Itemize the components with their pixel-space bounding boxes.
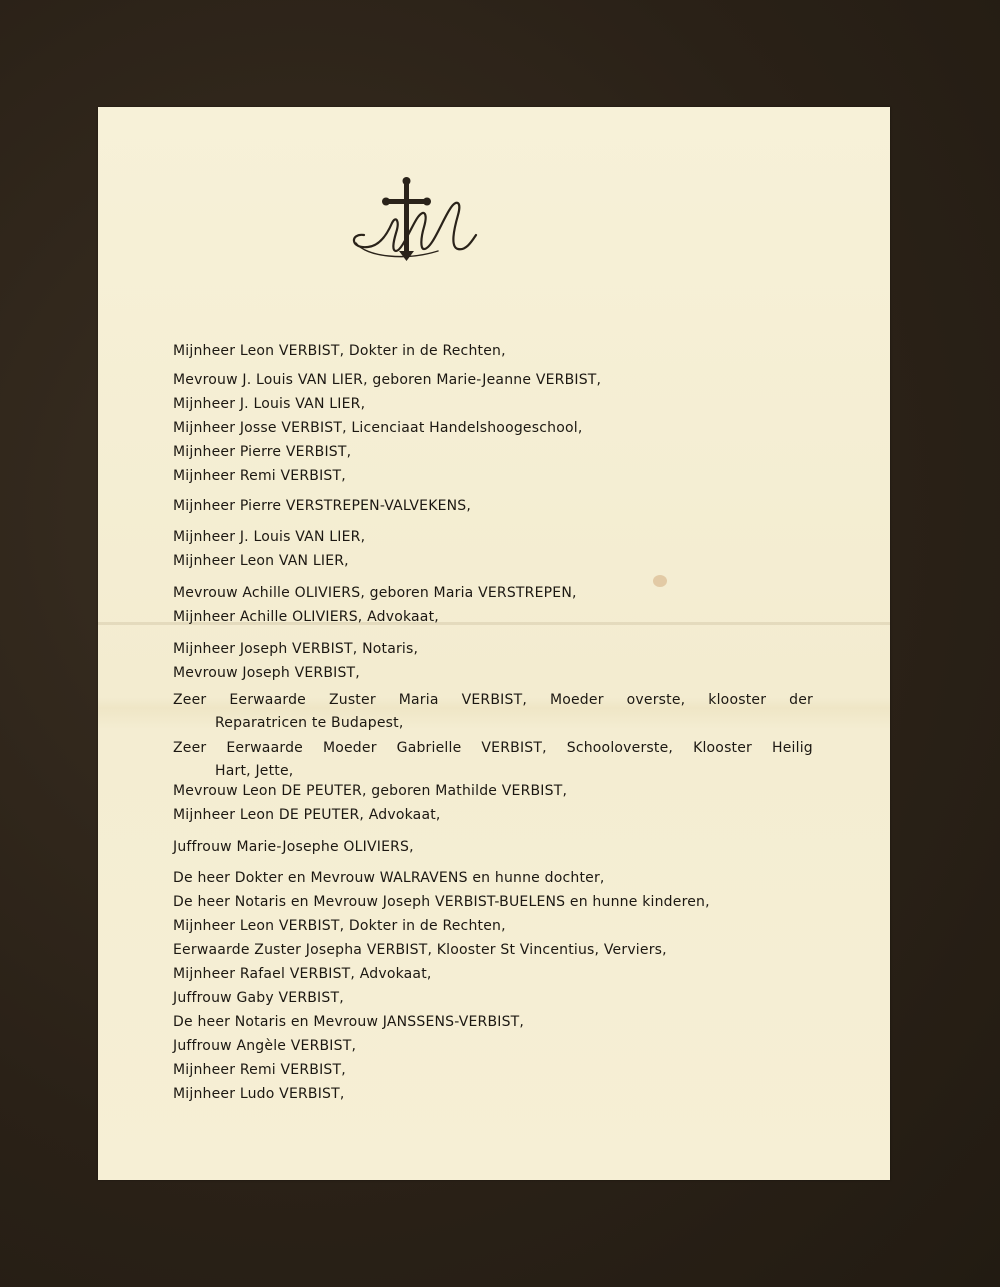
names-line: Mevrouw J. Louis VAN LIER, geboren Marie-Jeanne VERBIST,	[173, 372, 602, 388]
names-entry-wrapped	[173, 689, 813, 735]
names-word: Eerwaarde	[226, 740, 303, 756]
names-line: De heer Dokter en Mevrouw WALRAVENS en hunne dochter,	[173, 870, 605, 886]
names-line: Mijnheer Remi VERBIST,	[173, 468, 346, 484]
names-line: Mevrouw Joseph VERBIST,	[173, 665, 360, 681]
names-word: VERBIST,	[461, 692, 527, 708]
names-line: Mijnheer Achille OLIVIERS, Advokaat,	[173, 609, 439, 625]
names-word: Zeer	[173, 740, 207, 756]
names-line: De heer Notaris en Mevrouw JANSSENS-VERBIST,	[173, 1014, 525, 1030]
names-line: Juffrouw Marie-Josephe OLIVIERS,	[173, 839, 414, 855]
names-line: Mijnheer Leon VERBIST, Dokter in de Rechten,	[173, 918, 506, 934]
paper-stain	[653, 575, 667, 587]
names-line: Mijnheer Leon VERBIST, Dokter in de Rechten,	[173, 343, 506, 359]
names-word: Moeder	[549, 692, 604, 708]
names-word: Zuster	[328, 692, 376, 708]
names-word: der	[789, 692, 813, 708]
names-line: Mevrouw Leon DE PEUTER, geboren Mathilde VERBIST,	[173, 783, 568, 799]
names-line: Mijnheer Rafael VERBIST, Advokaat,	[173, 966, 432, 982]
names-word: Zeer	[173, 692, 207, 708]
names-entry-wrapped	[173, 737, 813, 783]
names-line: Mijnheer Ludo VERBIST,	[173, 1086, 345, 1102]
names-word: Eerwaarde	[229, 692, 306, 708]
names-line: Mijnheer J. Louis VAN LIER,	[173, 529, 366, 545]
names-line: Mijnheer Josse VERBIST, Licenciaat Handelshoogeschool,	[173, 420, 583, 436]
names-line-continuation: Reparatricen te Budapest,	[215, 715, 404, 731]
names-line: Mevrouw Achille OLIVIERS, geboren Maria VERSTREPEN,	[173, 585, 577, 601]
names-line: Mijnheer Joseph VERBIST, Notaris,	[173, 641, 419, 657]
cross-monogram-icon	[346, 177, 491, 282]
names-line: Mijnheer Pierre VERBIST,	[173, 444, 352, 460]
names-line: Eerwaarde Zuster Josepha VERBIST, Klooster St Vincentius, Verviers,	[173, 942, 667, 958]
names-line	[173, 737, 813, 760]
names-line-continuation: Hart, Jette,	[215, 763, 294, 779]
names-word: Klooster	[693, 740, 753, 756]
names-line: Mijnheer Leon VAN LIER,	[173, 553, 349, 569]
names-line: De heer Notaris en Mevrouw Joseph VERBIST-BUELENS en hunne kinderen,	[173, 894, 710, 910]
names-word: klooster	[708, 692, 767, 708]
names-line: Mijnheer Remi VERBIST,	[173, 1062, 346, 1078]
names-line: Mijnheer Pierre VERSTREPEN-VALVEKENS,	[173, 498, 472, 514]
names-word: Schooloverste,	[566, 740, 674, 756]
names-word: overste,	[626, 692, 686, 708]
names-word: VERBIST,	[481, 740, 547, 756]
names-line: Mijnheer J. Louis VAN LIER,	[173, 396, 366, 412]
names-line: Juffrouw Angèle VERBIST,	[173, 1038, 357, 1054]
names-word: Moeder	[322, 740, 377, 756]
names-line	[173, 689, 813, 712]
names-line: Mijnheer Leon DE PEUTER, Advokaat,	[173, 807, 441, 823]
names-word: Maria	[398, 692, 439, 708]
mourning-card	[98, 107, 890, 1180]
names-word: Heilig	[772, 740, 813, 756]
names-line: Juffrouw Gaby VERBIST,	[173, 990, 344, 1006]
names-word: Gabrielle	[396, 740, 462, 756]
